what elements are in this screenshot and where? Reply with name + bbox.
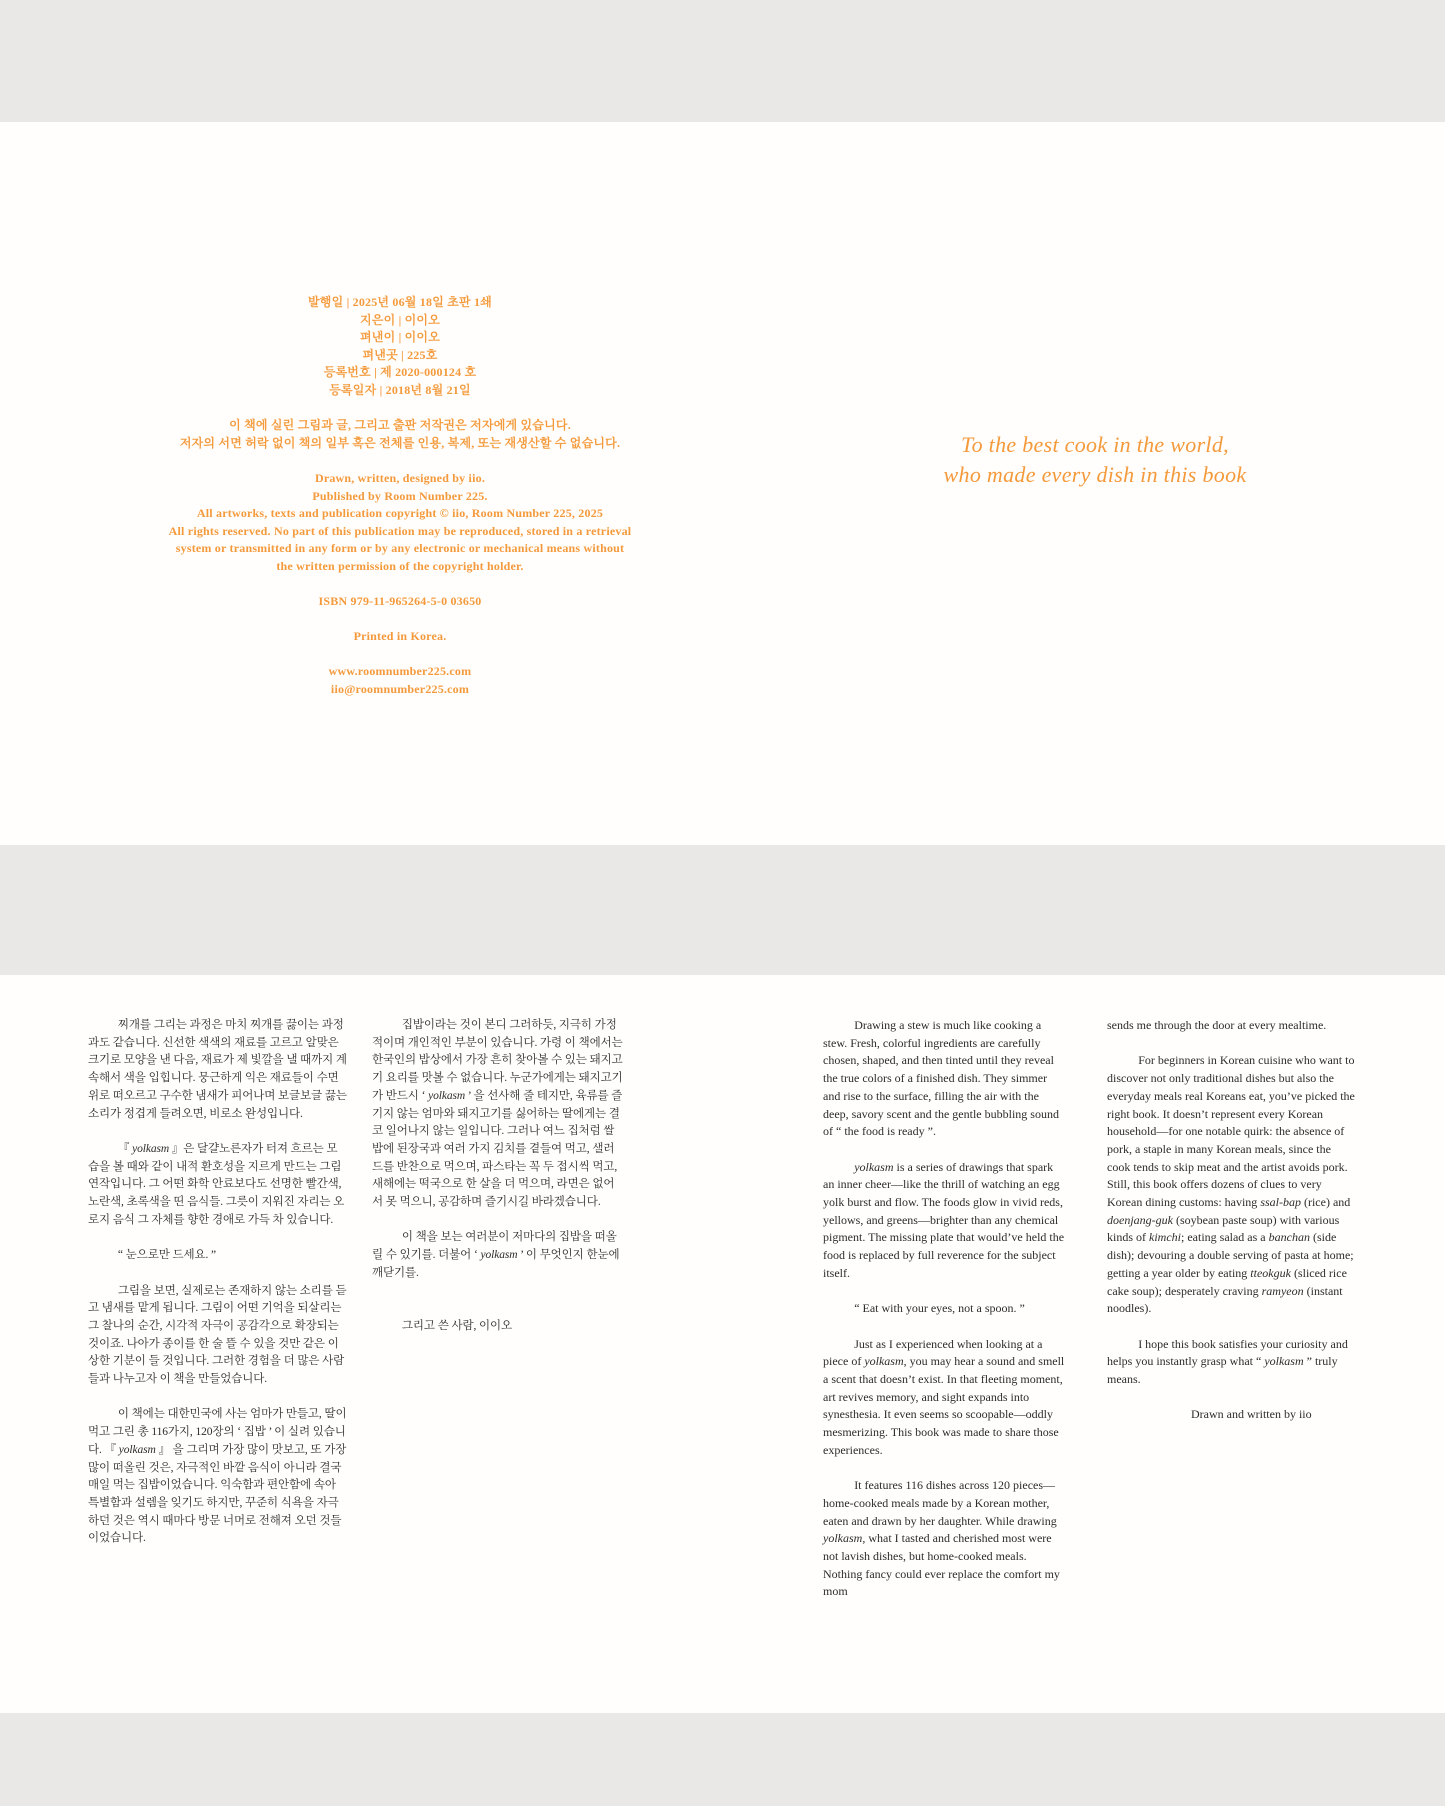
colophon-group (100, 628, 700, 646)
colophon-line: Published by Room Number 225. (312, 488, 488, 503)
paragraph: 그리고 쓴 사람, 이이오 (401, 1319, 513, 1332)
colophon-line: 등록일자 | 2018년 8월 21일 (329, 382, 471, 397)
colophon-line: 등록번호 | 제 2020-000124 호 (323, 365, 477, 380)
colophon-line: 발행일 | 2025년 06월 18일 초판 1쇄 (308, 295, 492, 309)
paragraph: For beginners in Korean cuisine who want to discover not only traditional dishes but also the everyday meals real Koreans eat, you’ve picked the right book. It doesn’t represent every Korean household—for one notable quirk: the absence of pork, a staple in many Korean meals, since the cook tends to skip meat and the artist avoids pork. Still, this book offers dozens of clues to very Korean dining customs: having ssal-bap (rice) and doenjang-guk (soybean paste soup) with various kinds of kimchi; eating salad as a banchan (side dish); devouring a double serving of pasta at home; getting a year older by eating tteokguk (sliced rice cake soup); desperately craving ramyeon (instant noodles). (1107, 1053, 1355, 1316)
colophon-spread (0, 122, 1445, 845)
paragraph: 『 yolkasm 』은 달걀노른자가 터져 흐르는 모습을 볼 때와 같이 내적 환호성을 지르게 만드는 그림 연작입니다. 그 어떤 화학 안료보다도 선명한 빨간색, 노란색, 초록색을 띤 음식들. 그릇이 지워진 자리는 오로지 음식 그 자체를 향한 경애로 가득 차 있습니다. (88, 1142, 345, 1226)
colophon-line: ISBN 979-11-965264-5-0 03650 (318, 594, 482, 609)
paragraph: 이 책에는 대한민국에 사는 엄마가 만들고, 딸이 먹고 그린 총 116가지, 120장의 ‘ 집밥 ’ 이 실려 있습니다. 『 yolkasm 』 을 그리며 가장 많이 맛보고, 또 가장 많이 떠올린 것은, 자극적인 바깥 음식이 아니라 결국 매일 먹는 집밥이었습니다. 익숙함과 편안함에 속아 특별함과 설렘을 잊기도 하지만, 꾸준히 식욕을 자극하던 것은 역시 때마다 방문 너머로 전해져 오던 것들이었습니다. (88, 1408, 347, 1545)
colophon-group (100, 294, 700, 400)
colophon-line: 펴낸이 | 이이오 (360, 330, 440, 345)
intro-korean-column-2 (372, 1017, 624, 1353)
colophon-line: www.roomnumber225.com (328, 664, 472, 679)
paragraph: I hope this book satisfies your curiosity and helps you instantly grasp what “ yolkasm ” truly means. (1107, 1336, 1348, 1387)
intro-english-column-1 (823, 1017, 1066, 1619)
paragraph: It features 116 dishes across 120 pieces—home-cooked meals made by a Korean mother, eaten and drawn by her daughter. While drawing yolkasm, what I tasted and cherished most were not lavish dishes, but home-cooked meals. Nothing fancy could ever replace the comfort my mom (823, 1478, 1060, 1599)
paragraph: 집밥이라는 것이 본디 그러하듯, 지극히 가정적이며 개인적인 부분이 있습니다. 가령 이 책에서는 한국인의 밥상에서 가장 흔히 찾아볼 수 있는 돼지고기 요리를 맛볼 수 없습니다. 누군가에게는 돼지고기가 반드시 ‘ yolkasm ’ 을 선사해 줄 테지만, 육류를 즐기지 않는 엄마와 돼지고기를 싫어하는 딸에게는 결코 일어나지 않는 일입니다. 그러나 여느 집처럼 쌀밥에 된장국과 여러 가지 김치를 곁들여 먹고, 샐러드를 반찬으로 먹으며, 파스타는 꼭 두 접시씩 먹고, 새해에는 떡국으로 한 살을 더 먹으며, 라면은 없어서 못 먹으니, 공감하며 즐기시길 바라겠습니다. (372, 1019, 623, 1209)
paragraph: Drawing a stew is much like cooking a stew. Fresh, colorful ingredients are carefully chosen, shaped, and then tinted until they reveal the true colors of a finished dish. They simmer and rise to the surface, filling the air with the deep, savory scent and the gentle bubbling sound of “ the food is ready ”. (823, 1018, 1059, 1139)
paragraph: “ 눈으로만 드세요. ” (117, 1249, 217, 1262)
paragraph: Drawn and written by iio (1191, 1407, 1312, 1422)
paragraph: Just as I experienced when looking at a piece of yolkasm, you may hear a sound and smell a scent that doesn’t exist. In that fleeting moment, art revives memory, and sight expands into synesthesia. It even seems so scoopable—oddly mesmerizing. This book was made to share those experiences. (823, 1336, 1065, 1457)
colophon-group (100, 663, 700, 698)
intro-korean-column-1 (88, 1017, 348, 1566)
colophon-line: All rights reserved. No part of this publication may be reproduced, stored in a retrieval (168, 523, 632, 538)
dedication-line: To the best cook in the world, (961, 432, 1229, 457)
paragraph: sends me through the door at every mealtime. (1107, 1018, 1327, 1032)
dedication-line: who made every dish in this book (943, 462, 1247, 487)
colophon-line: All artworks, texts and publication copyright © iio, Room Number 225, 2025 (196, 506, 604, 521)
colophon-line: Drawn, written, designed by iio. (314, 470, 486, 485)
colophon-line: iio@roomnumber225.com (330, 682, 470, 697)
colophon-block (100, 294, 700, 699)
intro-english-column-2 (1107, 1017, 1357, 1442)
colophon-line: 펴낸곳 | 225호 (362, 347, 438, 362)
paragraph: yolkasm is a series of drawings that spark an inner cheer—like the thrill of watching an egg yolk burst and flow. The foods glow in vivid reds, yellows, and greens—brighter than any chemical pigment. The missing plate that would’ve held the food is replaced by full reverence for the subject itself. (823, 1159, 1065, 1280)
colophon-line: 이 책에 실린 그림과 글, 그리고 출판 저작권은 저자에게 있습니다. (229, 418, 571, 433)
paragraph: 이 책을 보는 여러분이 저마다의 집밥을 떠올릴 수 있기를. 더불어 ‘ yolkasm ’ 이 무엇인지 한눈에 깨닫기를. (372, 1231, 620, 1279)
colophon-line: the written permission of the copyright holder. (276, 558, 524, 573)
colophon-line: 지은이 | 이이오 (360, 312, 440, 327)
paragraph: 찌개를 그리는 과정은 마치 찌개를 끓이는 과정과도 같습니다. 신선한 색색의 재료를 고르고 알맞은 크기로 모양을 낸 다음, 재료가 제 빛깔을 낼 때까지 계속해서 색을 입힙니다. 뭉근하게 익은 재료들이 수면 위로 떠오르고 구수한 냄새가 피어나며 보글보글 끓는 소리가 정겹게 들려오면, 비로소 완성입니다. (88, 1019, 347, 1120)
paragraph: 그림을 보면, 실제로는 존재하지 않는 소리를 듣고 냄새를 맡게 됩니다. 그림이 어떤 기억을 되살리는 그 찰나의 순간, 시각적 자극이 공감각으로 확장되는 것이죠. 나아가 종이를 한 술 뜰 수 있을 것만 같은 이상한 기분이 들 것입니다. 그러한 경험을 더 많은 사람들과 나누고자 이 책을 만들었습니다. (88, 1284, 347, 1386)
colophon-line: 저자의 서면 허락 없이 책의 일부 혹은 전체를 인용, 복제, 또는 재생산할 수 없습니다. (179, 435, 621, 450)
colophon-group (100, 470, 700, 576)
colophon-line: Printed in Korea. (353, 629, 447, 644)
dedication-text (800, 430, 1390, 490)
introduction-spread (0, 975, 1445, 1713)
colophon-group (100, 593, 700, 611)
colophon-group (100, 417, 700, 452)
colophon-line: system or transmitted in any form or by any electronic or mechanical means without (175, 541, 625, 556)
paragraph: “ Eat with your eyes, not a spoon. ” (854, 1301, 1025, 1316)
